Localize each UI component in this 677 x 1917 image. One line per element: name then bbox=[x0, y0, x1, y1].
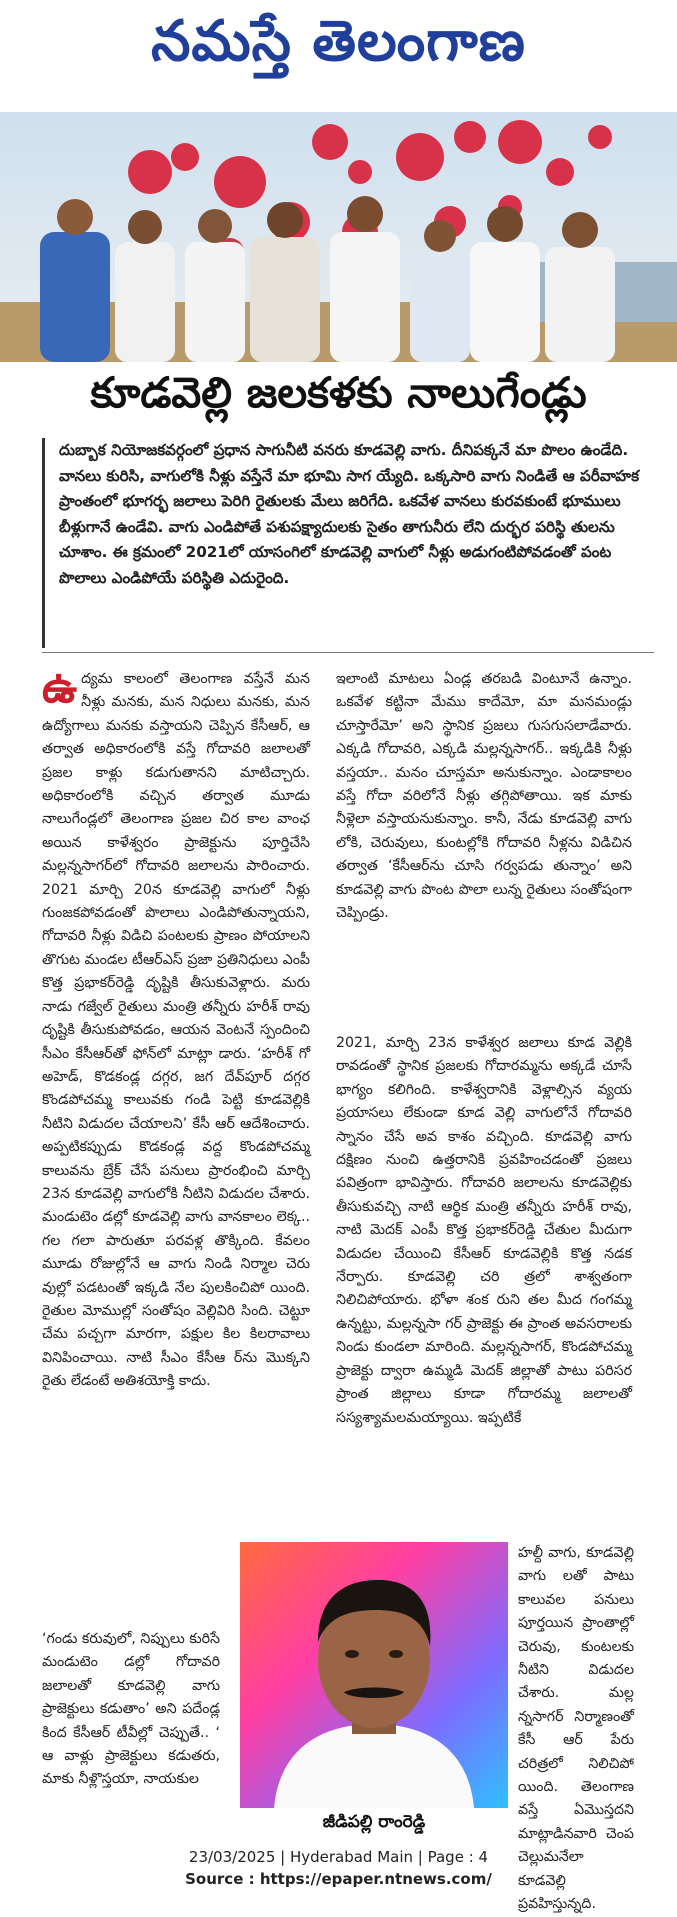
author-caption: జీడిపల్లి రాంరెడ్డి bbox=[322, 1812, 426, 1832]
crowd-photo-icon bbox=[0, 112, 677, 362]
footer bbox=[0, 1846, 677, 1906]
headline bbox=[0, 366, 677, 430]
footer-source-link[interactable]: Source : https://epaper.ntnews.com/ bbox=[185, 1870, 492, 1888]
lead-paragraph: దుబ్బాక నియోజకవర్గంలో ప్రధాన సాగునీటి వనరు కూడవెల్లి వాగు. దీనిపక్కనే మా పొలం ఉండేది. వానలు కురిసి, వాగులోకి నీళ్లు వస్తేనే మా భూమి సాగ య్యేది. ఒక్కసారి వాగు నిండితే ఆ పరీవాహక ప్రాంతంలో భూగర్భ జలాలు పెరిగి రైతులకు మేలు జరిగేది. ఒకవేళ వానలు కురవకుంటే భూములు బీళ్లుగానే ఉండేవి. వాగు ఎండిపోతే పశుపక్ష్యాదులకు సైతం తాగునీరు లేని దుర్భర పరిస్థి తులను చూశాం. ఈ క్రమంలో 2021లో యాసంగిలో కూడవెల్లి వాగులో నీళ్లు అడుగంటిపోవడంతో పంట పొలాలు ఎండిపోయే పరిస్థితి ఎదురైంది. bbox=[42, 438, 654, 648]
body-column-right-top: ఇలాంటి మాటలు ఏండ్ల తరబడి వింటూనే ఉన్నాం. ఒకవేళ కట్టినా మేము కాదేమో, మా మనమండ్లు చూస్తారేమో’ అని స్థానిక ప్రజలు గుసగుసలాడేవారు. ఎక్కడి గోదావరి, ఎక్కడి మల్లన్నసాగర్‌.. ఇక్కడికి నీళ్లు వస్తయా.. మనం చూస్తమా అనుకున్నాం. ఎండాకాలం వస్తే గోదా వరిలోనే నీళ్లు తగ్గిపోతాయి. ఇక మాకు నీళ్లెలా వస్తాయనుకున్నాం. కానీ, నేడు కూడవెల్లి వాగు లోకి, చెరువులు, కుంటల్లోకి గోదావరి నీళ్లను విడిచిన తర్వాత ‘కేసీఆర్‌ను చూసి గర్వపడు తున్నాం’ అని కూడవెల్లి వాగు పొంట పొలా లున్న రైతులు సంతోషంగా చెప్పిండ్రు. bbox=[336, 671, 632, 922]
footer-date-line: 23/03/2025 | Hyderabad Main | Page : 4 bbox=[188, 1848, 489, 1866]
headline-text: కూడవెల్లి జలకళకు నాలుగేండ్లు bbox=[90, 368, 587, 417]
body-column-left bbox=[42, 662, 310, 1618]
divider bbox=[42, 652, 654, 653]
body-column-right-bottom: హల్దీ వాగు, కూడవెల్లి వాగు లతో పాటు కాలువల పనులు పూర్తయిన ప్రాంతాల్లో చెరువు, కుంటలకు నీటిని విడుదల చేశారు. మల్ల న్నసాగర్‌ నిర్మాణంతో కేసీ ఆర్‌ పేరు చరిత్రలో నిలిచిపో యింది. తెలంగాణ వస్తే ఏమొస్తదని మాట్లాడినవారి చెంప చెల్లుమనేలా కూడవెల్లి ప్రవహిస్తున్నది. bbox=[518, 1545, 634, 1913]
dropcap: ఉ bbox=[42, 662, 78, 713]
masthead-title: నమస్తే తెలంగాణ bbox=[151, 8, 526, 74]
author-portrait-icon bbox=[240, 1542, 508, 1808]
body-left-text: ద్యమ కాలంలో తెలంగాణ వస్తేనే మన నీళ్లు మనకు, మన నిధులు మనకు, మన ఉద్యోగాలు మనకు వస్తాయని చెప్పిన కేసీఆర్‌, ఆ తర్వాత అధికారంలోకి వస్తే గోదావరి జలాలతో ప్రజల కాళ్లు కడుగుతానని మాటిచ్చారు. అధికారంలోకి వచ్చిన తర్వాత మూడు నాలుగేండ్లలో తెలంగాణ ప్రజల చిర కాల వాంఛ అయిన కాళేశ్వరం ప్రాజెక్టును పూర్తిచేసి మల్లన్నసాగర్‌లో గోదావరి జలాలను పారించారు. 2021 మార్చి 20న కూడవెల్లి వాగులో నీళ్లు గుంజకపోవడంతో పొలాలు ఎండిపోతున్నాయని, గోదావరి నీళ్లు విడిచి పంటలకు ప్రాణం పోయాలని తొగుట మండల టీఆర్‌ఎస్‌ ప్రజా ప్రతినిధులు ఎంపీ కొత్త ప్రభాకర్‌రెడ్డి దృష్టికి తీసుకువెళ్లారు. మరు నాడు గజ్వేల్‌ రైతులు మంత్రి తన్నీరు హరీశ్‌ రావు దృష్టికి తీసుకుపోవడం, ఆయన వెంటనే స్పందించి సీఎం కేసీఆర్‌తో ఫోన్‌లో మాట్లా డారు. ‘హరీశ్‌ గో అహెడ్‌, కొడకండ్ల దగ్గర, జగ దేవ్‌పూర్‌ దగ్గర కొండపోచమ్మ కాలువకు గండి పెట్టి కూడవెల్లికి నీటిని విడుదల చేయాలని’ కేసీ ఆర్‌ ఆదేశించారు. అప్పటికప్పుడు కొడకండ్ల వద్ద కొండపోచమ్మ కాలువను బ్రేక్‌ చేసే పనులు ప్రారంభించి మార్చి 23న కూడవెల్లి వాగులోకి నీటిని విడుదల చేశారు. మండుటెం డల్లో కూడవెల్లి వాగు వానకాలం లెక్క.. గల గలా పారుతూ పరవళ్ల తొక్కింది. కేవలం మూడు రోజుల్లోనే ఆ వాగు నిండి నిర్మాల చెరు వుల్లో పడటంతో ఇక్కడి నేల పులకించిపో యింది. రైతుల మోముల్లో సంతోషం వెల్లివిరి సింది. చెట్టూ చేమ పచ్చగా మారగా, పక్షుల కిల కిలరావాలు వినిపించాయి. నాటి సీఎం కేసీఆ ర్‌ను మొక్కని రైతు లేడంటే అతిశయోక్తి కాదు. bbox=[42, 671, 310, 1390]
body-column-right-middle: 2021, మార్చి 23న కాళేశ్వర జలాలు కూడ వెల్లికి రావడంతో స్థానిక ప్రజలకు గోదారమ్మను అక్కడే చూసే భాగ్యం కలిగింది. కాళేశ్వరానికి వెళ్లాల్సిన వ్యయ ప్రయాసలు లేకుండా కూడ వెల్లి వాగులోనే గోదావరి స్నానం చేసే అవ కాశం వచ్చింది. కూడవెల్లి వాగు దక్షిణం నుంచి ఉత్తరానికి ప్రవహించడంతో ప్రజలు పవిత్రంగా భావిస్తారు. గోదావరి జలాలను కూడవెల్లికు తీసుకువచ్చి నాటి ఆర్థిక మంత్రి తన్నీరు హరీశ్‌ రావు, నాటి మెదక్‌ ఎంపీ కొత్త ప్రభాకర్‌రెడ్డి చేతుల మీదుగా విడుదల చేయించి కేసీఆర్‌ కూడవెల్లికి కొత్త నడక నేర్పారు. కూడవెల్లి చరి త్రలో శాశ్వతంగా నిలిచిపోయారు. భోళా శంక రుని తల మీద గంగమ్మ ఉన్నట్టు, మల్లన్నసా గర్‌ ప్రాజెక్టు ఈ ప్రాంత అవసరాలకు నిండు కుండలా మారింది. మల్లన్నసాగర్‌, కొండపోచమ్మ ప్రాజెక్టు ద్వారా ఉమ్మడి మెదక్‌ జిల్లాతో పాటు పరిసర ప్రాంత జిల్లాలు కూడా గోదారమ్మ జలాలతో సస్యశ్యామలమయ్యాయి. ఇప్పటికే bbox=[336, 1035, 632, 1426]
masthead bbox=[0, 0, 677, 96]
body-column-left-bottom: ‘గండు కరువులో, నిప్పులు కురిసే మండుటెం డల్లో గోదావరి జలాలతో కూడవెల్లి వాగు ప్రాజెక్టులు కడుతాం’ అని పదేండ్ల కింద కేసీఆర్‌ టీవీల్లో చెప్పుతే.. ‘ ఆ వాళ్లు ప్రాజెక్టులు కడుతరు, మాకు నీళ్లొస్తయా, నాయకుల bbox=[42, 1631, 220, 1788]
